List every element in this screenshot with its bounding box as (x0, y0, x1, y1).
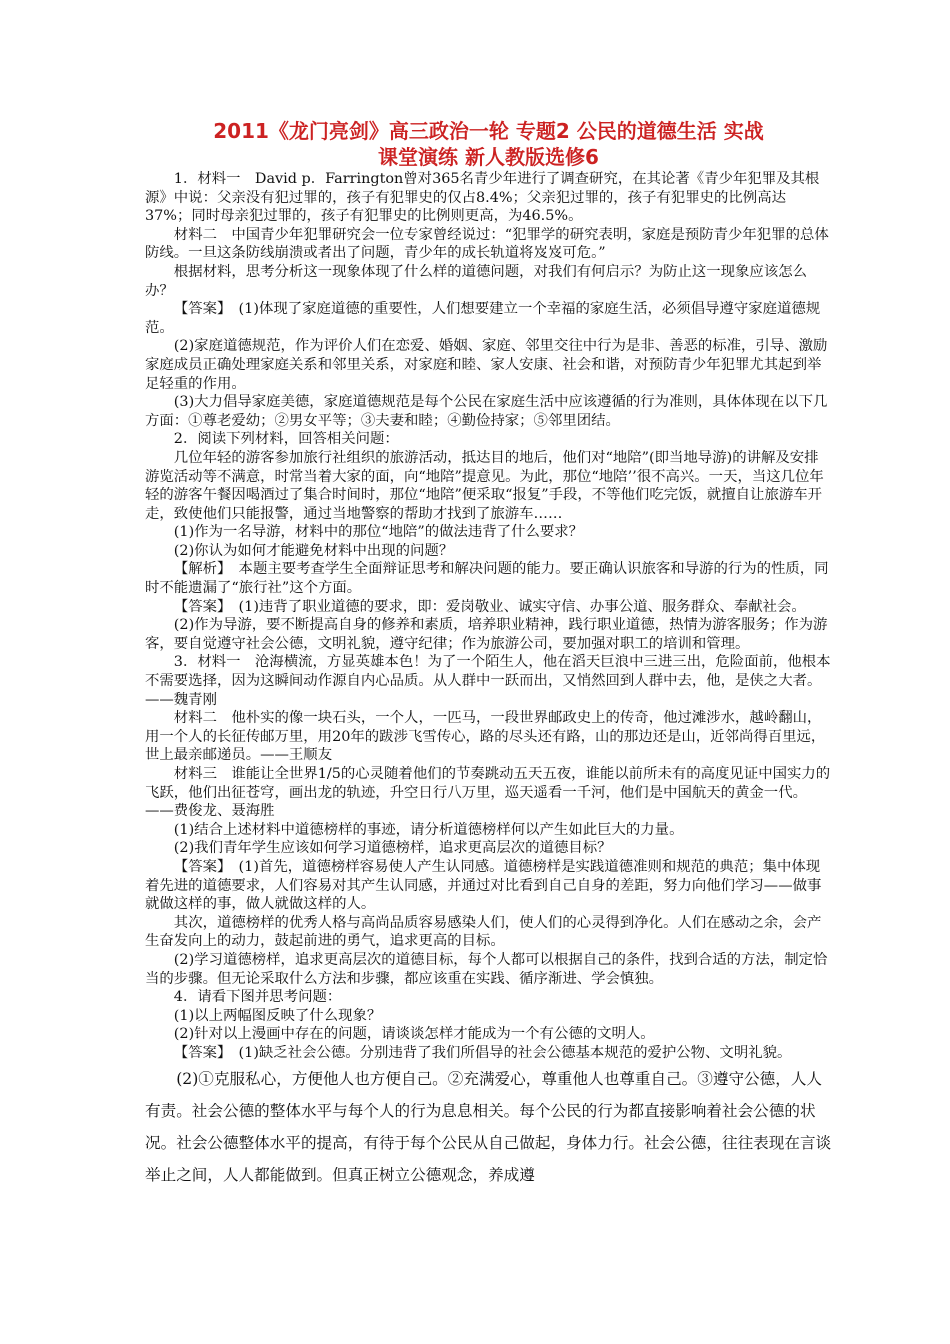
paragraph: 【解析】 本题主要考查学生全面辩证思考和解决问题的能力。要正确认识旅客和导游的行为的性质，同时不能遗漏了“旅行社”这个方面。 (145, 561, 829, 597)
paragraph: 材料二 中国青少年犯罪研究会一位专家曾经说过：“犯罪学的研究表明，家庭是预防青少年犯罪的总体防线。一旦这条防线崩溃或者出了问题，青少年的成长轨道将岌岌可危。” (145, 226, 829, 262)
paragraph: (1)结合上述材料中道德榜样的事迹，请分析道德榜样何以产生如此巨大的力量。 (173, 821, 684, 838)
paragraph: (3)大力倡导家庭美德，家庭道德规范是每个公民在家庭生活中应该遵循的行为准则，具体体现在以下几方面：①尊老爱幼；②男女平等；③夫妻和睦；④勤俭持家；⑤邻里团结。 (145, 394, 828, 429)
paragraph: 3．材料一 沧海横流，方显英雄本色！为了一个陌生人，他在滔天巨浪中三进三出，危险面前，他根本不需要选择，因为这瞬间动作源自内心品质。从人群中一跃而出，又悄然回到人群中去，他，是侠之大者。——魏青刚 (145, 654, 831, 708)
paragraph: 其次，道德榜样的优秀人格与高尚品质容易感染人们，使人们的心灵得到净化。人们在感动之余，会产生奋发向上的动力，鼓起前进的勇气，追求更高的目标。 (145, 914, 822, 950)
title-line-1: 2011《龙门亮剑》高三政治一轮 专题2 公民的道德生活 实战 (213, 119, 764, 143)
paragraph: 【答案】 (1)缺乏社会公德。分别违背了我们所倡导的社会公德基本规范的爱护公物、文明礼貌。 (173, 1044, 792, 1061)
paragraph: (1)以上两幅图反映了什么现象？ (173, 1007, 382, 1024)
paragraph: 4．请看下图并思考问题： (173, 989, 342, 1006)
paragraph: (2)①克服私心，方便他人也方便自己。②充满爱心，尊重他人也尊重自己。③遵守公德，人人有责。社会公德的整体水平与每个人的行为息息相关。每个公民的行为都直接影响着社会公德的状况。社会公德整体水平的提高，有待于每个公民从自己做起，身体力行。社会公德，往往表现在言谈举止之间，人人都能做到。但真正树立公德观念，养成遵 (145, 1069, 832, 1184)
title-line-2: 课堂演练 新人教版选修6 (378, 145, 599, 169)
paragraph: (2)作为导游，要不断提高自身的修养和素质，培养职业精神，践行职业道德，热情为游客服务；作为游客，要自觉遵守社会公德，文明礼貌，遵守纪律；作为旅游公司，要加强对职工的培训和管理。 (145, 617, 828, 652)
paragraph: 材料二 他朴实的像一块石头，一个人，一匹马，一段世界邮政史上的传奇，他过滩涉水，越岭翻山，用一个人的长征传邮万里，用20年的跋涉飞雪传心，路的尽头还有路，山的那边还是山，近邻尚得百里远，世上最亲邮递员。——王顺友 (145, 710, 826, 764)
paragraph: (1)作为一名导游，材料中的那位“地陪”的做法违背了什么要求？ (173, 524, 584, 541)
document-body (145, 170, 832, 1063)
paragraph: 【答案】 (1)体现了家庭道德的重要性，人们想要建立一个幸福的家庭生活，必须倡导遵守家庭道德规范。 (145, 301, 821, 336)
paragraph: 【答案】 (1)首先，道德榜样容易使人产生认同感。道德榜样是实践道德准则和规范的典范；集中体现着先进的道德要求，人们容易对其产生认同感，并通过对比看到自己自身的差距，努力向他们学习——做事就做这样的事，做人就做这样的人。 (145, 858, 822, 913)
paragraph: 根据材料，思考分析这一现象体现了什么样的道德问题，对我们有何启示？为防止这一现象应该怎么办？ (145, 263, 807, 299)
paragraph: 2．阅读下列材料，回答相关问题： (173, 431, 399, 448)
paragraph: (2)我们青年学生应该如何学习道德榜样，追求更高层次的道德目标？ (173, 840, 612, 857)
paragraph: (2)针对以上漫画中存在的问题，请谈谈怎样才能成为一个有公德的文明人。 (173, 1026, 655, 1043)
paragraph: (2)学习道德榜样，追求更高层次的道德目标，每个人都可以根据自己的条件，找到合适的方法，制定恰当的步骤。但无论采取什么方法和步骤，都应该重在实践、循序渐进、学会慎独。 (145, 951, 828, 987)
paragraph: (2)家庭道德规范，作为评价人们在恋爱、婚姻、家庭、邻里交往中行为是非、善恶的标准，引导、激励家庭成员正确处理家庭关系和邻里关系，对家庭和睦、家人安康、社会和谐，对预防青少年犯罪尤其起到举足轻重的作用。 (145, 338, 828, 392)
paragraph: 1．材料一 David p．Farrington曾对365名青少年进行了调查研究，在其论著《青少年犯罪及其根源》中说：父亲没有犯过罪的，孩子有犯罪史的仅占8.4%；父亲犯过罪的，孩子有犯罪史的比例高达37%；同时母亲犯过罪的，孩子有犯罪史的比例则更高，为46.5%。 (145, 171, 820, 225)
paragraph: 材料三 谁能让全世界1/5的心灵随着他们的节奏跳动五天五夜，谁能以前所未有的高度见证中国实力的飞跃，他们出征苍穹，画出龙的轨迹，升空日行八万里，巡天遥看一千河，他们是中国航天的黄金一代。——费俊龙、聂海胜 (145, 766, 831, 820)
document-title (145, 118, 832, 170)
paragraph: (2)你认为如何才能避免材料中出现的问题？ (173, 542, 454, 559)
paragraph: 【答案】 (1)违背了职业道德的要求，即：爱岗敬业、诚实守信、办事公道、服务群众、奉献社会。 (173, 598, 806, 615)
paragraph: 几位年轻的游客参加旅行社组织的旅游活动，抵达目的地后，他们对“地陪”(即当地导游)的讲解及安排游览活动等不满意，时常当着大家的面，向“地陪”提意见。为此，那位“地陪’’很不高兴。一天，当这几位年轻的游客午餐因喝酒过了集合时间时，那位“地陪”便采取“报复”手段，不等他们吃完饭，就擅自让旅游车开走，致使他们只能报警，通过当地警察的帮助才找到了旅游车…… (145, 449, 824, 522)
